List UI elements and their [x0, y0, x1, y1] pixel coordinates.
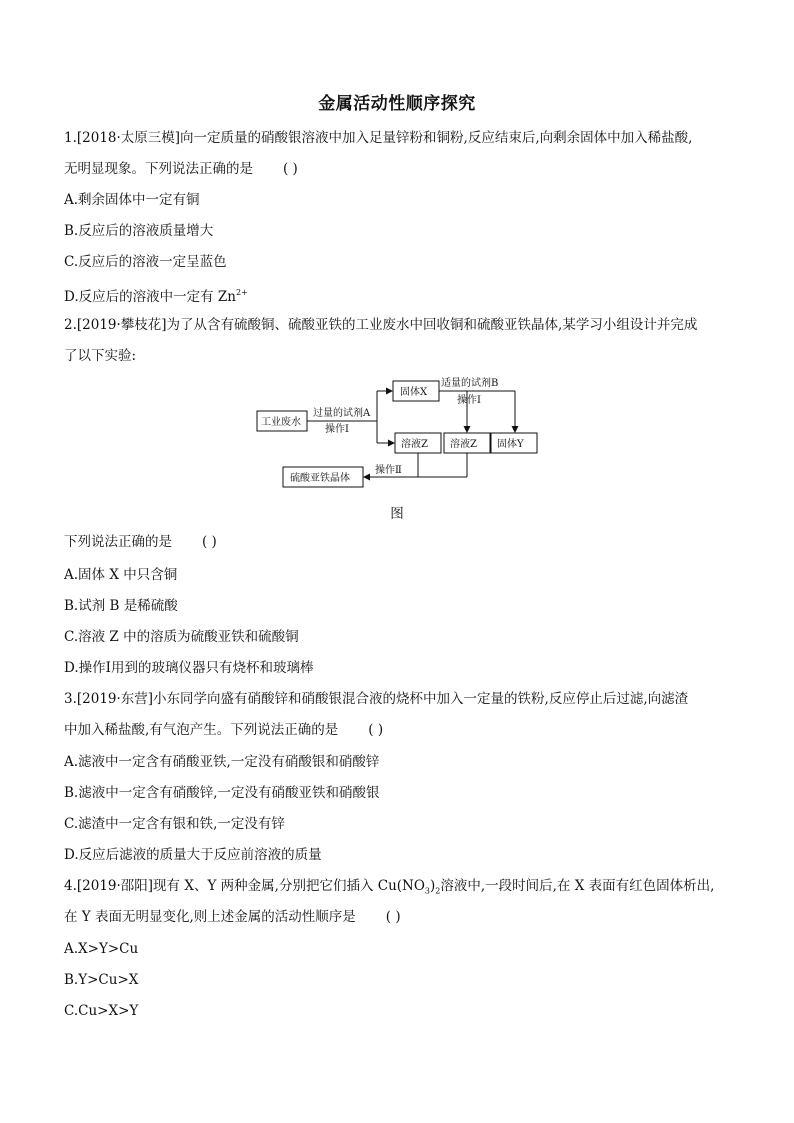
label-op1b: 操作Ⅰ	[457, 395, 481, 406]
q3-option-d: D.反应后滤液的质量大于反应前溶液的质量	[64, 847, 322, 863]
q4-sub-2: 2	[435, 886, 441, 896]
figure-caption: 图	[390, 506, 404, 522]
q1-option-a: A.剩余固体中一定有铜	[64, 192, 200, 208]
label-solid-y: 固体Y	[497, 439, 524, 450]
q3-stem-line2	[64, 720, 383, 740]
q4-sub-3: 3	[424, 886, 431, 896]
q3-answer-paren: ( )	[368, 722, 384, 738]
q1-stem-text: 无明显现象。下列说法正确的是	[64, 161, 253, 177]
q2-stem-line2: 了以下实验:	[64, 348, 137, 364]
label-reagent-b: 适量的试剂B	[441, 378, 499, 389]
q3-option-a: A.滤液中一定含有硝酸亚铁,一定没有硝酸银和硝酸锌	[64, 754, 380, 770]
q1-option-d-charge: 2+	[236, 288, 248, 297]
q3-option-c: C.滤渣中一定含有银和铁,一定没有锌	[64, 816, 285, 832]
q4-stem-part2: 溶液中,一段时间后,在 X 表面有红色固体析出,	[440, 878, 715, 894]
q2-question	[64, 532, 217, 552]
q4-option-b: B.Y>Cu>X	[64, 972, 139, 988]
label-solution-z1: 溶液Z	[401, 439, 428, 450]
q4-stem-part1: 4.[2019·邵阳]现有 X、Y 两种金属,分别把它们插入 Cu(NO	[64, 878, 425, 894]
q4-answer-paren: ( )	[385, 909, 401, 925]
q3-stem-text: 中加入稀盐酸,有气泡产生。下列说法正确的是	[64, 722, 339, 738]
q2-option-c: C.溶液 Z 中的溶质为硫酸亚铁和硫酸铜	[64, 629, 299, 645]
q2-question-text: 下列说法正确的是	[64, 534, 172, 550]
q1-answer-paren: ( )	[283, 161, 298, 177]
q1-stem-line2	[64, 159, 298, 179]
q4-option-c: C.Cu>X>Y	[64, 1003, 139, 1019]
q1-option-c: C.反应后的溶液一定呈蓝色	[64, 254, 227, 270]
q2-option-b: B.试剂 B 是稀硫酸	[64, 598, 178, 614]
label-solid-x: 固体X	[400, 387, 428, 398]
label-waste: 工业废水	[261, 417, 301, 428]
q1-option-d-text: D.反应后的溶液中一定有 Zn	[64, 289, 236, 305]
q2-answer-paren: ( )	[202, 534, 217, 550]
label-solution-z2: 溶液Z	[450, 439, 477, 450]
q1-option-b: B.反应后的溶液质量增大	[64, 223, 214, 239]
label-crystal: 硫酸亚铁晶体	[290, 473, 350, 484]
q4-stem-line1	[64, 876, 714, 902]
q2-option-d: D.操作Ⅰ用到的玻璃仪器只有烧杯和玻璃棒	[64, 660, 314, 676]
q2-option-a: A.固体 X 中只含铜	[64, 567, 178, 583]
label-reagent-a: 过量的试剂A	[313, 408, 371, 419]
flow-diagram	[255, 376, 545, 494]
q3-option-b: B.滤液中一定含有硝酸锌,一定没有硝酸亚铁和硝酸银	[64, 785, 380, 801]
q2-stem-line1: 2.[2019·攀枝花]为了从含有硫酸铜、硫酸亚铁的工业废水中回收铜和硫酸亚铁晶体,某学习小组设计并完成	[64, 317, 698, 333]
q4-close-paren: )	[430, 878, 436, 894]
q4-stem-text: 在 Y 表面无明显变化,则上述金属的活动性顺序是	[64, 909, 356, 925]
q1-stem-line1: 1.[2018·太原三模]向一定质量的硝酸银溶液中加入足量锌粉和铜粉,反应结束后,向剩余固体中加入稀盐酸,	[64, 130, 693, 146]
q1-option-d	[64, 283, 248, 307]
q3-stem-line1: 3.[2019·东营]小东同学向盛有硝酸锌和硝酸银混合液的烧杯中加入一定量的铁粉,反应停止后过滤,向滤渣	[64, 691, 689, 707]
label-op1a: 操作Ⅰ	[325, 424, 349, 435]
q4-option-a: A.X>Y>Cu	[64, 941, 139, 957]
q4-stem-line2	[64, 907, 401, 927]
label-op2: 操作Ⅱ	[375, 465, 402, 476]
page-title: 金属活动性顺序探究	[318, 94, 476, 114]
